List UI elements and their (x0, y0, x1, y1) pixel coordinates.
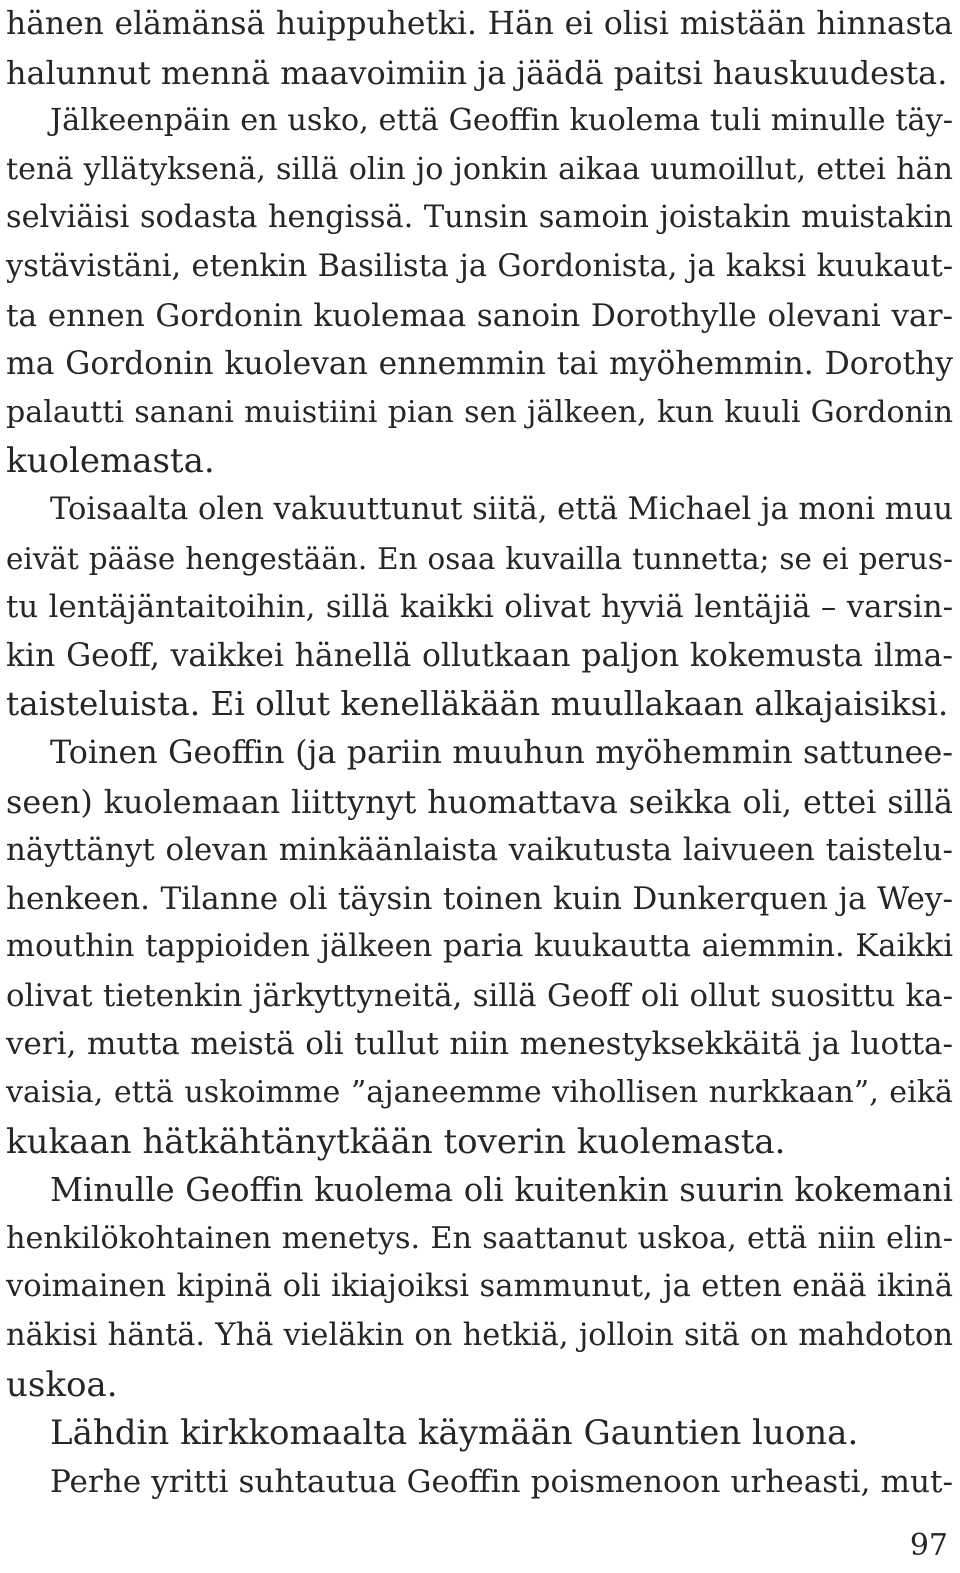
paragraph (6, 97, 953, 486)
text-line: eivät pääse hengestään. En osaa kuvailla tunnetta; se ei perus- (6, 541, 953, 576)
text-line: mouthin tappioiden jälkeen paria kuukautta aiemmin. Kaikki (6, 929, 953, 965)
text-line: henkilökohtainen menetys. En saattanut uskoa, että niin elin- (6, 1220, 953, 1256)
text-line: halunnut mennä maavoimiin ja jäädä paitsi hauskuudesta. (6, 53, 948, 92)
text-line: kin Geoff, vaikkei hänellä ollutkaan paljon kokemusta ilma- (6, 637, 953, 674)
text-line: ystävistäni, etenkin Basilista ja Gordonista, ja kaksi kuukaut- (6, 248, 953, 284)
text-line: olivat tietenkin järkyttyneitä, sillä Geoff oli ollut suosittu ka- (6, 977, 953, 1014)
text-line: Toinen Geoffin (ja pariin muuhun myöhemmin sattunee- (50, 734, 953, 771)
text-line: taisteluista. Ei ollut kenelläkään muullakaan alkajaisiksi. (6, 685, 949, 724)
text-line: uskoa. (6, 1364, 118, 1405)
page-body (6, 0, 953, 1506)
text-line: näyttänyt olevan minkäänlaista vaikutusta laivueen taistelu- (6, 832, 953, 869)
text-line: voimainen kipinä oli ikiajoiksi sammunut, ja etten enää ikinä (6, 1269, 953, 1305)
paragraph (6, 0, 953, 97)
text-line: Perhe yritti suhtautua Geoffin poismenoon urheasti, mut- (50, 1463, 953, 1500)
text-line: Jälkeenpäin en usko, että Geoffin kuolema tuli minulle täy- (50, 103, 953, 139)
paragraph (6, 1409, 953, 1458)
text-line: kukaan hätkähtänytkään toverin kuolemasta. (6, 1121, 786, 1162)
text-line: tenä yllätyksenä, sillä olin jo jonkin aikaa uumoillut, ettei hän (6, 151, 953, 187)
text-line: Lähdin kirkkomaalta käymään Gauntien luona. (50, 1413, 859, 1454)
text-line: selviäisi sodasta hengissä. Tunsin samoin joistakin muistakin (6, 200, 953, 236)
text-line: kuolemasta. (6, 441, 215, 482)
text-line: seen) kuolemaan liittynyt huomattava seikka oli, ettei sillä (6, 782, 953, 821)
text-line: henkeen. Tilanne oli täysin toinen kuin Dunkerquen ja Wey- (6, 880, 953, 917)
paragraph (6, 1166, 953, 1409)
text-line: Toisaalta olen vakuuttunut siitä, että Michael ja moni muu (50, 491, 953, 527)
paragraph (6, 486, 953, 729)
text-line: hänen elämänsä huippuhetki. Hän ei olisi mistään hinnasta (6, 6, 953, 42)
text-line: tu lentäjäntaitoihin, sillä kaikki olivat hyviä lentäjiä – varsin- (6, 589, 953, 626)
text-line: veri, mutta meistä oli tullut niin menestyksekkäitä ja luotta- (6, 1026, 953, 1063)
text-line: ta ennen Gordonin kuolemaa sanoin Dorothylle olevani var- (6, 297, 953, 334)
text-line: vaisia, että uskoimme ”ajaneemme vihollisen nurkkaan”, eikä (6, 1075, 953, 1111)
text-line: näkisi häntä. Yhä vieläkin on hetkiä, jolloin sitä on mahdoton (6, 1318, 953, 1354)
paragraph (6, 1458, 953, 1507)
text-line: ma Gordonin kuolevan ennemmin tai myöhemmin. Dorothy (6, 346, 953, 383)
text-line: Minulle Geoffin kuolema oli kuitenkin suurin kokemani (50, 1171, 953, 1210)
page-number: 97 (909, 1528, 948, 1563)
paragraph (6, 729, 953, 1166)
text-line: palautti sanani muistiini pian sen jälkeen, kun kuuli Gordonin (6, 394, 953, 430)
